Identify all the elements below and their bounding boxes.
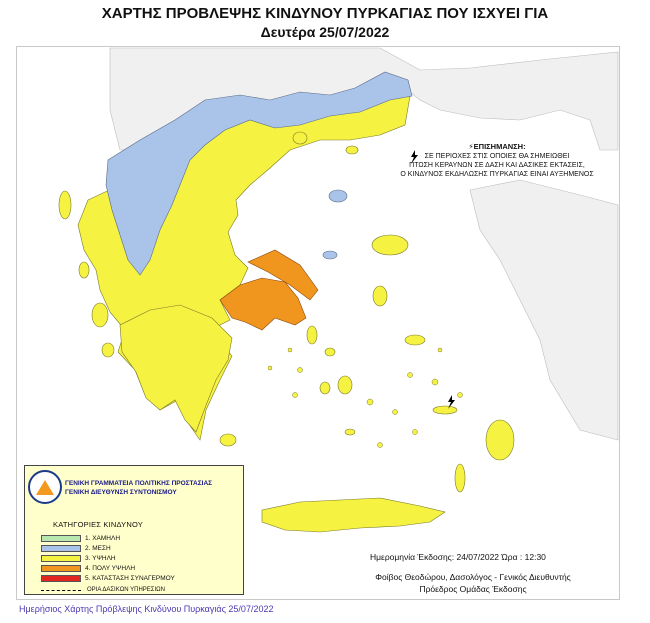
signer-line-2: Πρόεδρος Ομάδας Έκδοσης: [419, 584, 527, 594]
island-kythira: [220, 434, 236, 446]
map-date: Δευτέρα 25/07/2022: [260, 24, 390, 40]
island-crete: [262, 498, 445, 532]
island-lefkada: [79, 262, 89, 278]
note-line-2: ΠΤΩΣΗ ΚΕΡΑΥΝΩΝ ΣΕ ΔΑΣΗ ΚΑΙ ΔΑΣΙΚΕΣ ΕΚΤΑΣΕΙΣ,: [409, 162, 585, 169]
island-kefalonia: [92, 303, 108, 327]
swatch-medium: [41, 545, 81, 552]
issue-date: Ημερομηνία Έκδοσης: 24/07/2022 Ώρα : 12:30: [370, 552, 546, 562]
island-zakynthos: [102, 343, 114, 357]
swatch-alert: [41, 575, 81, 582]
island-lesvos: [372, 235, 408, 255]
legend-box: [24, 465, 244, 595]
small-islands: [268, 348, 463, 448]
signer-line-1: Φοίβος Θεοδώρου, Δασολόγος - Γενικός Διευθυντής: [375, 572, 571, 582]
signer-block: [343, 571, 603, 595]
lightning-icons: [411, 150, 455, 409]
category-label: 5. ΚΑΤΑΣΤΑΣΗ ΣΥΝΑΓΕΡΜΟΥ: [85, 574, 175, 582]
category-label: 1. ΧΑΜΗΛΗ: [85, 534, 121, 542]
category-label: 2. ΜΕΣΗ: [85, 544, 111, 552]
category-alert: [41, 574, 175, 582]
lightning-bolt-icon: ⚡: [468, 142, 474, 151]
category-label: 4. ΠΟΛΥ ΥΨΗΛΗ: [85, 564, 136, 572]
footer-caption: Ημερήσιος Χάρτης Πρόβλεψης Κινδύνου Πυρκαγιάς 25/07/2022: [19, 604, 274, 614]
swatch-low: [41, 535, 81, 542]
peloponnese-high: [120, 305, 232, 432]
island-corfu: [59, 191, 71, 219]
note-line-1: ΣΕ ΠΕΡΙΟΧΕΣ ΣΤΙΣ ΟΠΟΙΕΣ ΘΑ ΣΗΜΕΙΩΘΕΙ: [424, 153, 570, 160]
island-karpathos: [455, 464, 465, 492]
category-label: 3. ΥΨΗΛΗ: [85, 554, 116, 562]
swatch-very-high: [41, 565, 81, 572]
island-samos: [405, 335, 425, 345]
org-line-1: ΓΕΝΙΚΗ ΓΡΑΜΜΑΤΕΙΑ ΠΟΛΙΤΙΚΗΣ ΠΡΟΣΤΑΣΙΑΣ: [65, 480, 213, 487]
fire-service-boundary-legend: [41, 587, 165, 593]
island-chios: [373, 286, 387, 306]
island-paros: [320, 382, 330, 394]
island-andros: [307, 326, 317, 344]
category-high: [41, 554, 116, 562]
fire-service-label: ΟΡΙΑ ΔΑΣΙΚΩΝ ΥΠΗΡΕΣΙΩΝ: [87, 587, 165, 593]
island-limnos: [329, 190, 347, 202]
map-title: ΧΑΡΤΗΣ ΠΡΟΒΛΕΨΗΣ ΚΙΝΔΥΝΟΥ ΠΥΡΚΑΓΙΑΣ ΠΟΥ ΙΣΧΥΕΙ ΓΙΑ: [101, 5, 549, 22]
island-samothrace: [346, 146, 358, 154]
island-kos: [433, 406, 457, 414]
island-rhodes: [486, 420, 514, 460]
swatch-high: [41, 555, 81, 562]
lightning-note: [392, 142, 602, 179]
category-medium: [41, 544, 111, 552]
island-naxos: [338, 376, 352, 394]
island-thasos: [293, 132, 307, 144]
category-very-high: [41, 564, 135, 572]
island-santorini: [345, 429, 355, 435]
dashed-line-swatch: [41, 590, 81, 591]
category-low: [41, 534, 120, 542]
island-tinos: [325, 348, 335, 356]
note-heading: ΕΠΙΣΗΜΑΝΣΗ:: [473, 142, 526, 151]
island-skyros: [323, 251, 337, 259]
civil-protection-logo: [28, 470, 62, 504]
note-line-3: Ο ΚΙΝΔΥΝΟΣ ΕΚΔΗΛΩΣΗΣ ΠΥΡΚΑΓΙΑΣ ΕΙΝΑΙ ΑΥΞΗΜΕΝΟΣ: [400, 171, 594, 178]
turkey-coast: [470, 180, 618, 440]
org-line-2: ΓΕΝΙΚΗ ΔΙΕΥΘΥΝΣΗ ΣΥΝΤΟΝΙΣΜΟΥ: [65, 489, 177, 496]
categories-title: ΚΑΤΗΓΟΡΙΕΣ ΚΙΝΔΥΝΟΥ: [53, 520, 143, 529]
